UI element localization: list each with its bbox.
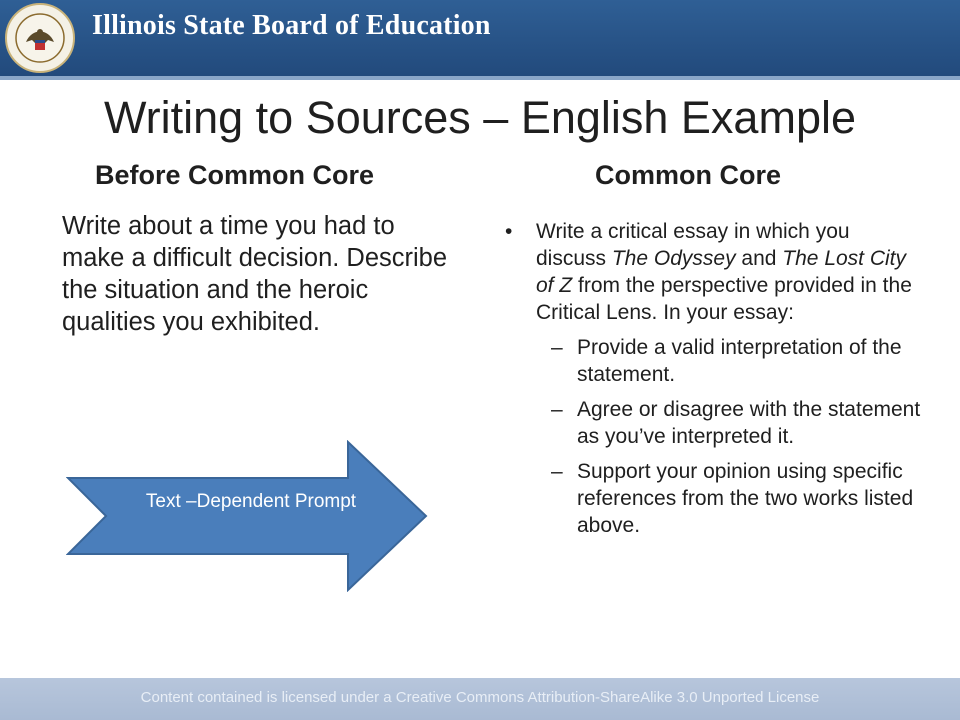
- list-item: [551, 396, 925, 450]
- bullet-icon: •: [505, 220, 513, 243]
- common-core-prompt: [505, 218, 925, 547]
- dash-icon: –: [551, 398, 563, 421]
- essay-requirements-list: [551, 334, 925, 539]
- license-notice: Content contained is licensed under a Creative Commons Attribution-ShareAlike 3.0 Unported License: [140, 689, 820, 706]
- before-prompt-text: Write about a time you had to make a difficult decision. Describe the situation and the heroic qualities you exhibited.: [62, 212, 448, 336]
- state-seal-icon: [4, 2, 76, 74]
- prompt-intro-part1: Write a critical essay in which you discuss: [536, 220, 850, 270]
- arrow-label: Text –Dependent Prompt: [145, 491, 357, 512]
- left-column-heading: Before Common Core: [95, 160, 375, 190]
- prompt-intro-part3: from the perspective provided in the Critical Lens. In your essay:: [536, 274, 912, 324]
- list-item-text: Provide a valid interpretation of the statement.: [577, 336, 902, 386]
- dash-icon: –: [551, 336, 563, 359]
- list-item: [551, 334, 925, 388]
- work-title-lost-city: The Lost City of Z: [536, 247, 907, 297]
- arrow-polygon: [68, 442, 426, 590]
- right-column-heading: Common Core: [595, 160, 782, 190]
- slide-title: Writing to Sources – English Example: [103, 92, 856, 143]
- organization-name: Illinois State Board of Education: [92, 10, 491, 41]
- header-divider: [0, 76, 960, 80]
- dash-icon: –: [551, 460, 563, 483]
- list-item-text: Agree or disagree with the statement as you’ve interpreted it.: [577, 398, 921, 448]
- list-item-text: Support your opinion using specific references from the two works listed above.: [577, 460, 914, 537]
- prompt-intro-part2: and: [735, 247, 783, 270]
- list-item: [551, 458, 925, 539]
- prompt-intro: [536, 218, 925, 326]
- arrow-shape: [66, 440, 428, 592]
- text-dependent-arrow: [66, 440, 428, 592]
- work-title-odyssey: The Odyssey: [611, 247, 736, 270]
